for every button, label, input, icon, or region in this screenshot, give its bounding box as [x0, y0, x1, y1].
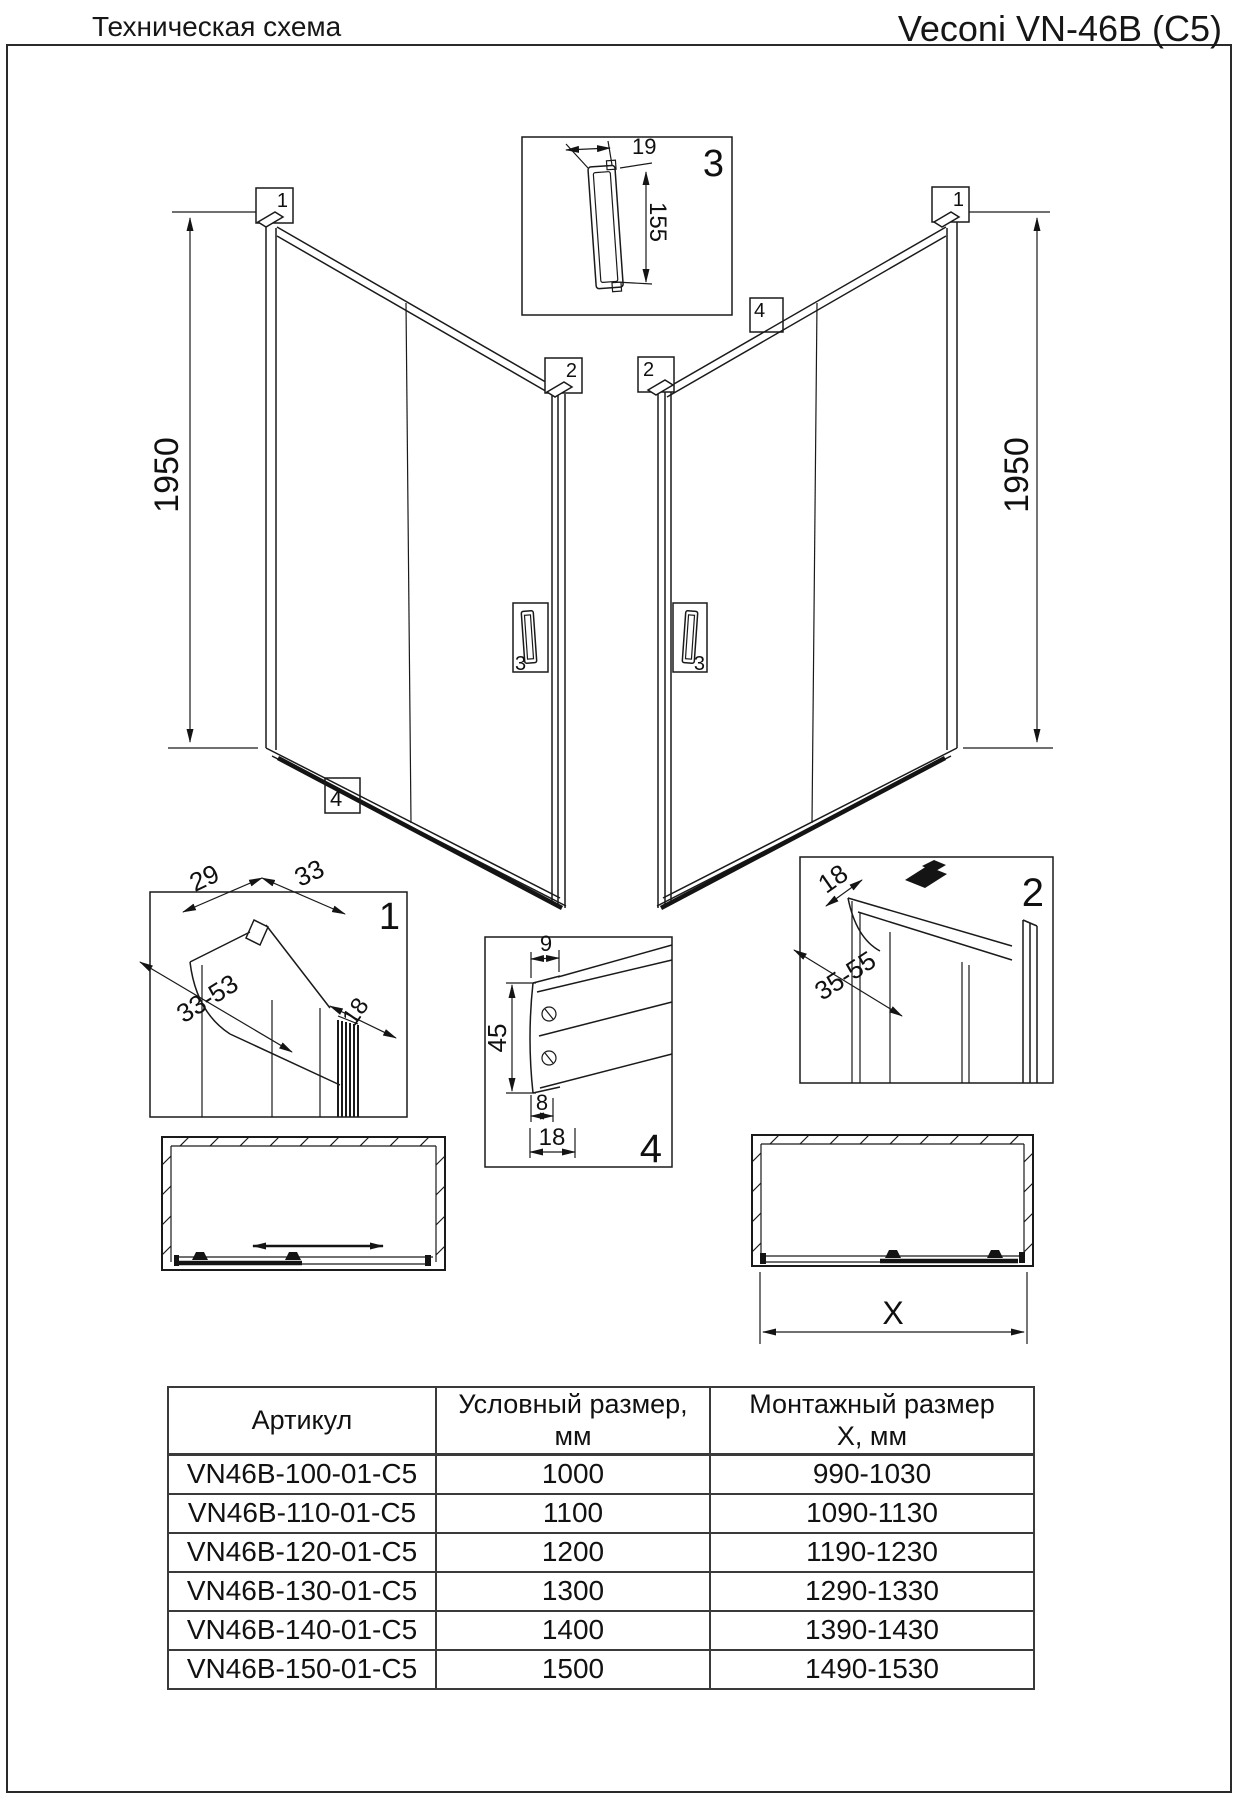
detail-1-label: 1 — [378, 896, 400, 938]
marker-3-label: 3 — [515, 653, 527, 675]
article-cell: VN46B-100-01-C5 — [168, 1454, 436, 1494]
detail-4-label: 4 — [639, 1127, 662, 1171]
marker-1-label: 1 — [952, 189, 964, 211]
mounting-cell: 990-1030 — [710, 1454, 1034, 1494]
detail-4-dim-18: 18 — [538, 1124, 566, 1151]
table-row — [168, 1533, 1034, 1572]
detail-1-dim-18: 18 — [337, 993, 375, 1031]
detail-4-bottom-profile — [482, 931, 672, 1171]
marker-4-label: 4 — [330, 786, 343, 811]
handle-height-dim: 155 — [644, 201, 671, 243]
nominal-cell: 1100 — [436, 1494, 710, 1533]
detail-2-rail-corner — [794, 857, 1053, 1083]
article-cell: VN46B-110-01-C5 — [168, 1494, 436, 1533]
nominal-cell: 1300 — [436, 1572, 710, 1611]
mounting-cell: 1290-1330 — [710, 1572, 1034, 1611]
nominal-cell: 1400 — [436, 1611, 710, 1650]
size-table — [167, 1386, 1035, 1690]
roller-icon — [885, 1250, 901, 1258]
technical-drawing — [0, 46, 1239, 1366]
marker-1-label: 1 — [276, 190, 288, 212]
header-band — [6, 6, 1232, 49]
table-row — [168, 1611, 1034, 1650]
marker-3-label: 3 — [693, 653, 705, 675]
table-row — [168, 1494, 1034, 1533]
table-row — [168, 1650, 1034, 1689]
handle-width-dim: 19 — [632, 134, 657, 159]
mounting-cell: 1490-1530 — [710, 1650, 1034, 1689]
roller-icon — [192, 1252, 208, 1260]
mounting-cell: 1190-1230 — [710, 1533, 1034, 1572]
nominal-cell: 1000 — [436, 1454, 710, 1494]
roller-icon — [285, 1252, 301, 1260]
col-article: Артикул — [168, 1387, 436, 1454]
right-height-dim: 1950 — [998, 437, 1036, 513]
table-row — [168, 1454, 1034, 1494]
detail-4-dim-9: 9 — [539, 931, 553, 956]
mounting-cell: 1390-1430 — [710, 1611, 1034, 1650]
plan-view-right — [752, 1135, 1033, 1344]
mounting-cell: 1090-1130 — [710, 1494, 1034, 1533]
marker-2-label: 2 — [643, 359, 655, 381]
mounting-width-dim: X — [882, 1295, 904, 1331]
detail-4-dim-45: 45 — [482, 1023, 512, 1053]
nominal-cell: 1500 — [436, 1650, 710, 1689]
nominal-cell: 1200 — [436, 1533, 710, 1572]
detail-1-dim-29: 29 — [184, 858, 224, 898]
page-title: Техническая схема — [92, 11, 342, 42]
detail-2-dim-18: 18 — [812, 858, 854, 900]
plan-view-left — [162, 1137, 445, 1270]
marker-4-label: 4 — [754, 300, 766, 322]
table-row — [168, 1572, 1034, 1611]
detail-2-dim-35-55: 35-55 — [809, 944, 882, 1007]
article-cell: VN46B-120-01-C5 — [168, 1533, 436, 1572]
detail-4-dim-8: 8 — [535, 1090, 549, 1115]
detail-1-wall-profile — [140, 853, 407, 1117]
marker-2-label: 2 — [565, 360, 577, 382]
col-nominal-size: Условный размер, мм — [436, 1387, 710, 1454]
detail-3-label: 3 — [702, 143, 724, 185]
detail-1-dim-33: 33 — [289, 853, 329, 893]
product-title: Veconi VN-46B (C5) — [897, 8, 1222, 49]
left-door-drawing — [148, 188, 582, 908]
detail-3-handle — [522, 134, 732, 315]
left-height-dim: 1950 — [148, 437, 186, 513]
detail-1-dim-33-53: 33-53 — [171, 968, 244, 1029]
table-header-row — [168, 1387, 1034, 1454]
roller-icon — [987, 1250, 1003, 1258]
article-cell: VN46B-150-01-C5 — [168, 1650, 436, 1689]
detail-2-label: 2 — [1021, 871, 1044, 915]
article-cell: VN46B-140-01-C5 — [168, 1611, 436, 1650]
article-cell: VN46B-130-01-C5 — [168, 1572, 436, 1611]
col-mounting-size: Монтажный размер Х, мм — [710, 1387, 1034, 1454]
